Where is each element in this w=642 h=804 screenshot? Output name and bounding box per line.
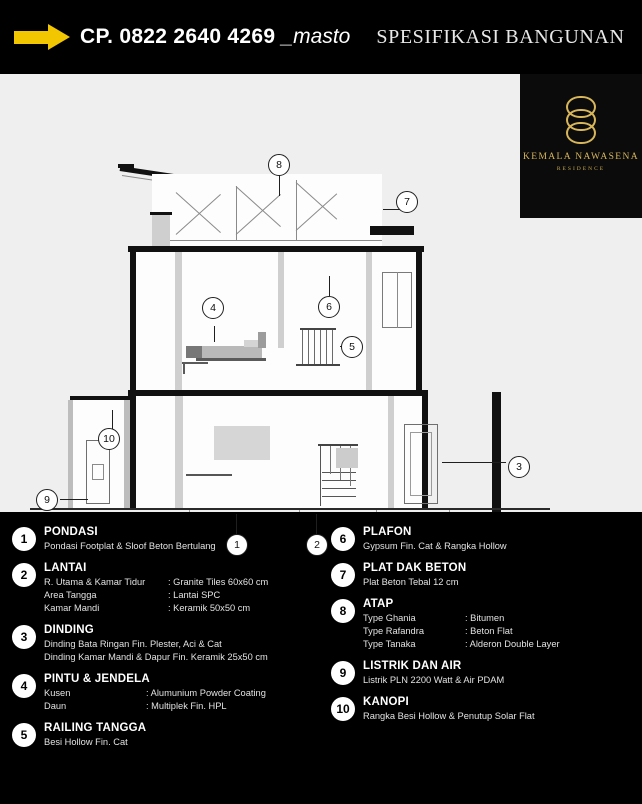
spec-item-pondasi xyxy=(12,526,321,553)
bed-headboard xyxy=(258,332,266,348)
stair-stringer xyxy=(320,444,321,506)
spec-title: DINDING xyxy=(44,624,94,636)
spec-number: 9 xyxy=(331,661,355,685)
railing-baluster xyxy=(308,330,309,364)
railing-baluster xyxy=(326,330,327,364)
callout-4[interactable]: 4 xyxy=(202,297,224,319)
contact-number: CP. 0822 2640 4269 xyxy=(80,25,276,48)
spec-detail xyxy=(363,638,630,651)
leader-line xyxy=(316,514,317,534)
desk-leg xyxy=(183,364,185,374)
wall-ground-partition-a xyxy=(175,396,183,508)
spec-number: 8 xyxy=(331,599,355,623)
spec-detail: Dinding Kamar Mandi & Dapur Fin. Keramik 25x50 cm xyxy=(44,652,268,662)
spec-detail: Dinding Bata Ringan Fin. Plester, Aci & Cat xyxy=(44,639,222,649)
spec-title: PLAFON xyxy=(363,526,412,538)
spec-item-railing-tangga xyxy=(12,722,321,749)
callout-3[interactable]: 3 xyxy=(508,456,530,478)
truss-post xyxy=(296,180,297,240)
page-title: SPESIFIKASI BANGUNAN xyxy=(376,25,625,48)
spec-number: 6 xyxy=(331,527,355,551)
spec-item-plafon xyxy=(331,526,630,553)
desk xyxy=(182,362,208,364)
spec-detail: Besi Hollow Fin. Cat xyxy=(44,737,128,747)
spec-number: 4 xyxy=(12,674,36,698)
wall-upper-partition-a xyxy=(175,252,182,390)
spec-detail: Pondasi Footplat & Sloof Beton Bertulang xyxy=(44,541,216,551)
callout-10[interactable]: 10 xyxy=(98,428,120,450)
leader-line xyxy=(236,514,237,534)
spec-title: KANOPI xyxy=(363,696,409,708)
leader-line xyxy=(442,462,506,463)
spec-item-listrik-dan-air xyxy=(331,660,630,687)
spec-item-pintu-jendela xyxy=(12,673,321,713)
spec-detail-value: : Multiplek Fin. HPL xyxy=(146,701,227,711)
truss-bottom-chord xyxy=(152,240,382,241)
logo-subtitle: RESIDENCE xyxy=(556,166,606,172)
spec-detail xyxy=(363,625,630,638)
truss-post xyxy=(236,186,237,240)
spec-detail xyxy=(44,602,321,615)
kemala-monogram-icon xyxy=(560,96,602,144)
spec-title: PONDASI xyxy=(44,526,98,538)
specification-list xyxy=(0,512,642,804)
spec-title: ATAP xyxy=(363,598,394,610)
spec-detail-value: : Granite Tiles 60x60 cm xyxy=(168,577,269,587)
spec-detail-value: : Keramik 50x50 cm xyxy=(168,603,251,613)
spec-detail-key: Kusen xyxy=(44,688,71,698)
spec-detail-key: Kamar Mandi xyxy=(44,603,100,613)
spec-detail-key: Type Tanaka xyxy=(363,639,416,649)
exterior-column-right xyxy=(492,392,501,512)
spec-item-plat-dak-beton xyxy=(331,562,630,589)
annex-wall-right xyxy=(124,400,130,508)
spec-item-lantai xyxy=(12,562,321,615)
spec-detail: Gypsum Fin. Cat & Rangka Hollow xyxy=(363,541,507,551)
left-parapet-edge xyxy=(150,212,172,215)
spec-detail xyxy=(363,612,630,625)
callout-1[interactable]: 1 xyxy=(226,534,248,556)
wall-ground-left xyxy=(130,396,136,508)
spec-detail: Rangka Besi Hollow & Penutup Solar Flat xyxy=(363,711,535,721)
spec-detail-value: : Alderon Double Layer xyxy=(465,639,560,649)
left-parapet xyxy=(152,214,170,250)
railing-baluster xyxy=(320,330,321,364)
spec-number: 2 xyxy=(12,563,36,587)
leader-line xyxy=(112,410,113,430)
right-arrow-icon xyxy=(14,24,72,50)
spec-number: 1 xyxy=(12,527,36,551)
annex-door-panel xyxy=(92,464,104,480)
spec-item-atap xyxy=(331,598,630,651)
spec-title: LANTAI xyxy=(44,562,87,574)
entrance-door-panel xyxy=(410,432,432,496)
spec-number: 7 xyxy=(331,563,355,587)
spec-detail-value: : Bitumen xyxy=(465,613,505,623)
railing-baluster xyxy=(332,330,333,364)
spec-item-dinding xyxy=(12,624,321,664)
pillow xyxy=(244,340,258,347)
spec-detail-key: R. Utama & Kamar Tidur xyxy=(44,577,146,587)
leader-line xyxy=(60,499,88,500)
kitchen-counter xyxy=(186,474,232,476)
page-header xyxy=(0,0,642,74)
stair-step xyxy=(322,496,356,497)
callout-7[interactable]: 7 xyxy=(396,191,418,213)
window-upper-right-mullion xyxy=(397,272,398,328)
spec-detail: Plat Beton Tebal 12 cm xyxy=(363,577,459,587)
stair-handrail xyxy=(318,444,358,446)
wall-ground-partition-b xyxy=(388,396,394,508)
spec-detail-key: Type Ghania xyxy=(363,613,416,623)
project-logo xyxy=(520,74,642,218)
spec-title: PINTU & JENDELA xyxy=(44,673,150,685)
spec-detail xyxy=(44,687,321,700)
stair-baluster xyxy=(330,446,331,474)
spec-column-right xyxy=(321,526,630,804)
spec-detail-value: : Lantai SPC xyxy=(168,590,221,600)
stair-landing-upper xyxy=(296,364,340,366)
right-dak-beam xyxy=(370,226,414,235)
spec-detail: Listrik PLN 2200 Watt & Air PDAM xyxy=(363,675,505,685)
callout-9[interactable]: 9 xyxy=(36,489,58,511)
spec-column-left xyxy=(12,526,321,804)
railing-baluster xyxy=(302,330,303,364)
spec-detail xyxy=(44,576,321,589)
bed-platform xyxy=(196,358,266,361)
stair-step xyxy=(322,488,356,489)
spec-detail-value: : Alumunium Powder Coating xyxy=(146,688,266,698)
spec-title: PLAT DAK BETON xyxy=(363,562,467,574)
ground-line xyxy=(30,508,550,510)
callout-6[interactable]: 6 xyxy=(318,296,340,318)
wall-upper-partition-b xyxy=(278,252,284,348)
spec-number: 10 xyxy=(331,697,355,721)
contact-name: _masto xyxy=(281,25,351,48)
railing-upper xyxy=(300,328,336,330)
stair-under-cabinet xyxy=(336,448,358,468)
spec-detail-key: Daun xyxy=(44,701,67,711)
spec-number: 3 xyxy=(12,625,36,649)
bed-mattress xyxy=(200,346,262,358)
spec-detail xyxy=(44,700,321,713)
wall-upper-left xyxy=(130,252,136,390)
logo-name: KEMALA NAWASENA xyxy=(522,152,640,162)
callout-5[interactable]: 5 xyxy=(341,336,363,358)
spec-title: LISTRIK DAN AIR xyxy=(363,660,462,672)
spec-number: 5 xyxy=(12,723,36,747)
spec-detail-key: Area Tangga xyxy=(44,590,97,600)
railing-baluster xyxy=(314,330,315,364)
spec-detail-value: : Beton Flat xyxy=(465,626,513,636)
leader-line xyxy=(214,326,215,342)
spec-item-kanopi xyxy=(331,696,630,723)
spec-title: RAILING TANGGA xyxy=(44,722,147,734)
tv-wall-panel xyxy=(214,426,270,460)
monitor xyxy=(186,346,202,358)
attic-space xyxy=(152,174,382,246)
spec-detail xyxy=(44,589,321,602)
callout-2[interactable]: 2 xyxy=(306,534,328,556)
spec-detail-key: Type Rafandra xyxy=(363,626,424,636)
contact-text xyxy=(80,25,350,49)
wall-upper-partition-c xyxy=(366,252,372,390)
callout-8[interactable]: 8 xyxy=(268,154,290,176)
wall-upper-right xyxy=(416,252,422,390)
leader-line xyxy=(279,174,280,196)
leader-line xyxy=(329,276,330,296)
roof-ridge-cap xyxy=(118,164,134,168)
